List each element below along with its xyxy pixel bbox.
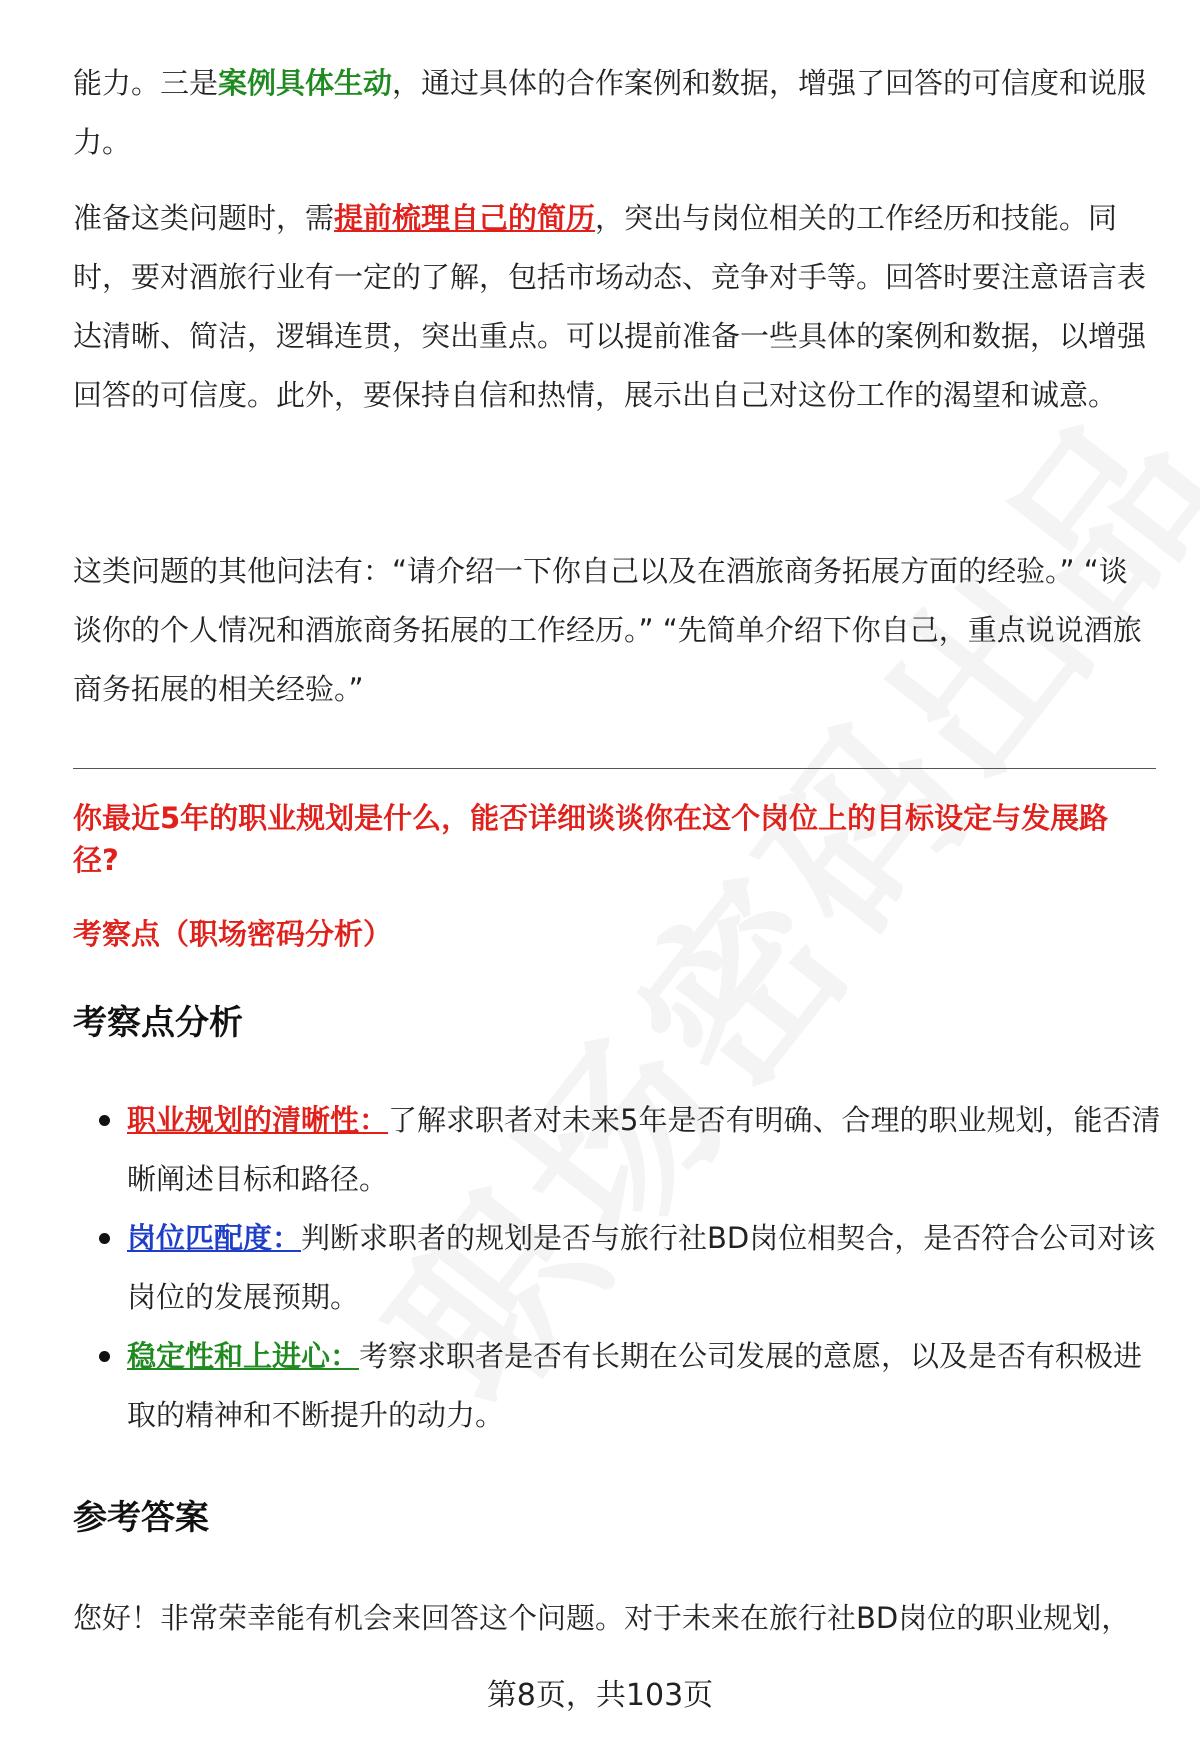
analysis-list [73,1091,1163,1445]
bullet-label: 职业规划的清晰性： [127,1103,389,1137]
analysis-heading: 考察点分析 [73,1003,243,1043]
bullet-dot-icon [99,1351,110,1362]
paragraph-2-after: ，突出与岗位相关的工作经历和技能。同时，要对酒旅行业有一定的了解，包括市场动态、竞争对手等。回答时要注意语言表达清晰、简洁，逻辑连贯，突出重点。可以提前准备一些具体的案例和数据，以增强回答的可信度。此外，要保持自信和热情，展示出自己对这份工作的渴望和诚意。 [73,201,1147,412]
paragraph-1-after: ，通过具体的合作案例和数据，增强了回答的可信度和说服力。 [73,66,1147,159]
focus-label: 考察点（职场密码分析） [73,917,393,951]
bullet-text: 考察求职者是否有长期在公司发展的意愿，以及是否有积极进取的精神和不断提升的动力。 [127,1339,1143,1432]
question-title: 你最近5年的职业规划是什么，能否详细谈谈你在这个岗位上的目标设定与发展路径? [73,801,1109,877]
bullet-label: 稳定性和上进心： [127,1339,360,1373]
list-item [73,1327,1163,1445]
list-item [73,1209,1163,1327]
paragraph-1-before: 能力。三是 [73,66,219,100]
bullet-label: 岗位匹配度： [127,1221,302,1255]
page-number: 第8页，共103页 [486,1678,714,1713]
bullet-dot-icon [99,1115,110,1126]
paragraph-1 [73,54,1153,172]
list-item [73,1091,1163,1209]
bullet-dot-icon [99,1233,110,1244]
section-divider [73,768,1156,769]
bullet-text: 了解求职者对未来5年是否有明确、合理的职业规划，能否清晰阐述目标和路径。 [127,1103,1161,1196]
bullet-text: 判断求职者的规划是否与旅行社BD岗位相契合，是否符合公司对该岗位的发展预期。 [127,1221,1156,1314]
paragraph-3: 这类问题的其他问法有：“请介绍一下你自己以及在酒旅商务拓展方面的经验。” “谈谈你的个人情况和酒旅商务拓展的工作经历。” “先简单介绍下你自己，重点说说酒旅商务拓展的相关经验。” [73,554,1142,706]
answer-paragraph: 您好！非常荣幸能有机会来回答这个问题。对于未来在旅行社BD岗位的职业规划， [73,1601,1131,1635]
paragraph-2-highlight: 提前梳理自己的简历 [334,201,596,235]
paragraph-2-before: 准备这类问题时，需 [73,201,335,235]
paragraph-2 [73,189,1153,425]
answer-heading: 参考答案 [73,1498,209,1538]
paragraph-1-highlight: 案例具体生动 [218,66,393,100]
